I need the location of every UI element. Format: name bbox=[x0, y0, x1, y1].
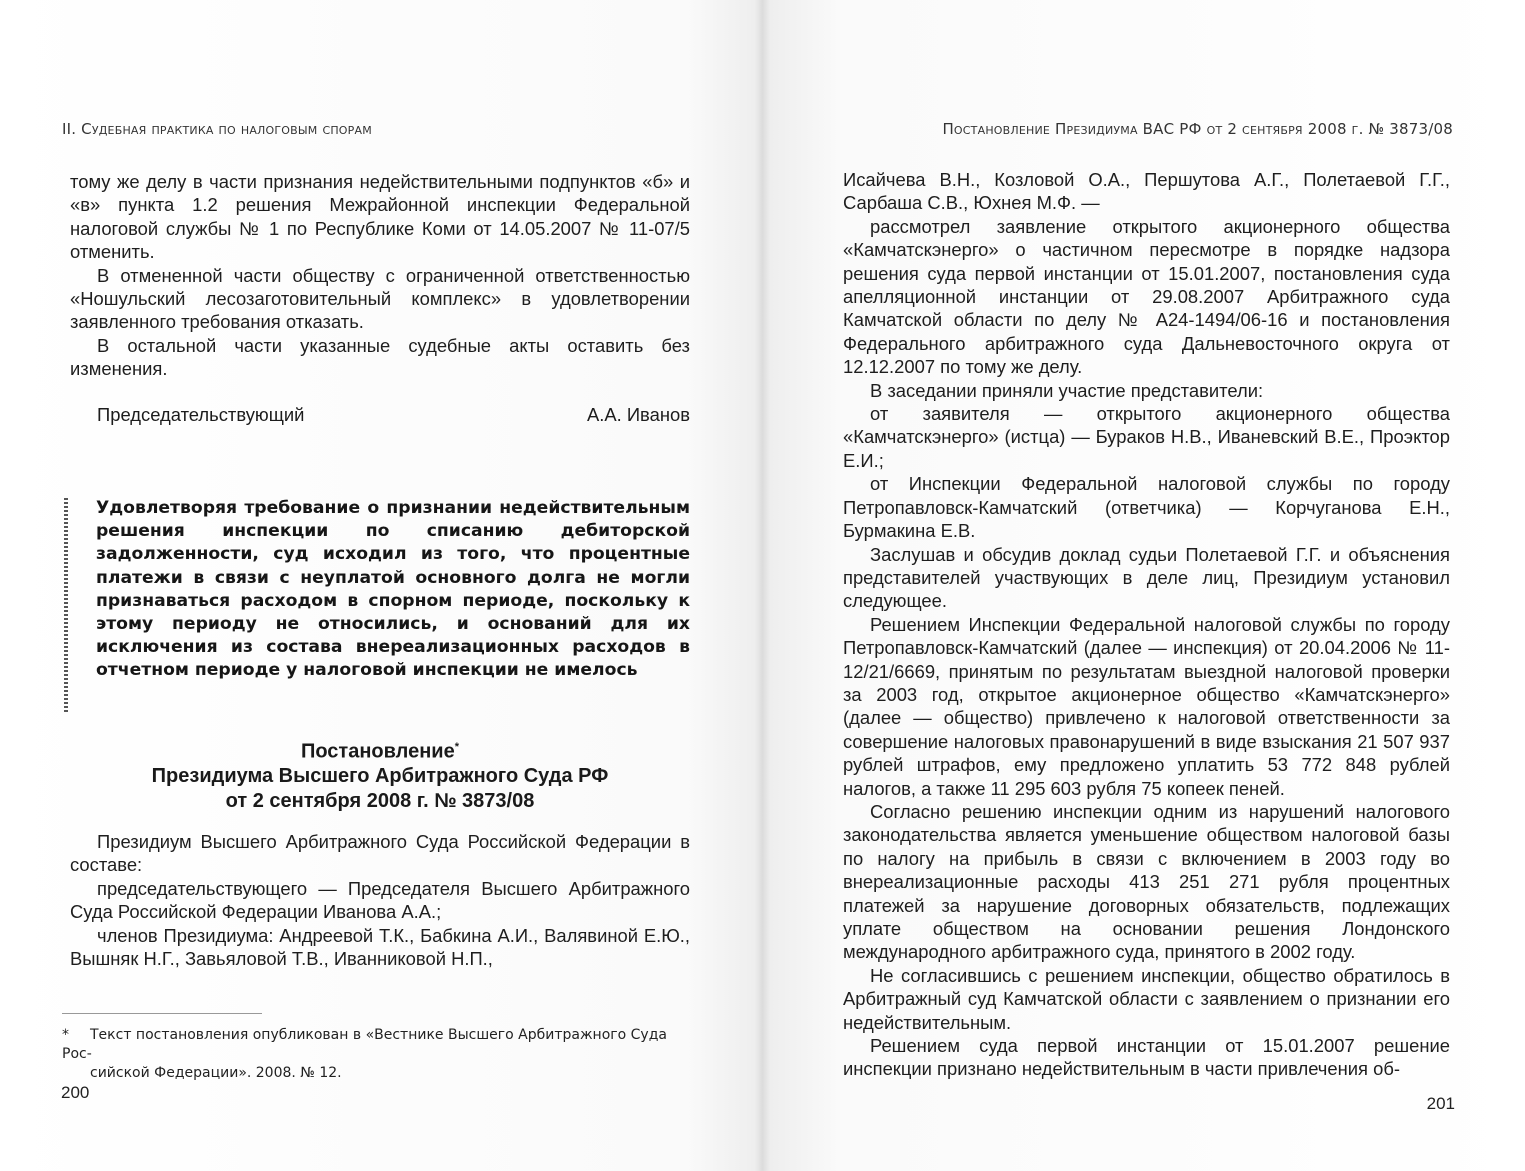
paragraph: Решением суда первой инстанции от 15.01.2007 решение инспекции признано недействительным в части привлечения об- bbox=[843, 1035, 1450, 1080]
title-line-3: от 2 сентября 2008 г. № 3873/08 bbox=[225, 789, 535, 812]
paragraph: председательствующего — Председателя Высшего Арбитражного Суда Российской Федерации Иванова А.А.; bbox=[70, 877, 690, 923]
paragraph: Согласно решению инспекции одним из нарушений налогового законодательства является уменьшение обществом налоговой базы по налогу на прибыль в связи с включением в 2003 году во внереализационные расходы 413 251 271 рубля процентных платежей за нарушение договорных обязательств, подлежащих уплате обществом на основании решения Лондонского международного арбитражного суда, принятого в 2002 году. bbox=[843, 800, 1450, 963]
footnote-mark: * bbox=[62, 1027, 69, 1043]
paragraph: Не согласившись с решением инспекции, общество обратилось в Арбитражный суд Камчатской области с заявлением о признании его недействительным. bbox=[843, 964, 1450, 1033]
page-number-left: 200 bbox=[61, 1083, 90, 1102]
paragraph: Решением Инспекции Федеральной налоговой службы по городу Петропавловск-Камчатский (далее — инспекция) от 20.04.2006 № 11-12/21/6669, принятым по результатам выездной налоговой проверки за 2003 год, открытое акционерное общество «Камчатскэнерго» (далее — общество) привлечено к налоговой ответственности за совершение налоговых правонарушений в виде взыскания 21 507 937 рублей штрафов, ему предложено уплатить 53 772 848 рублей налогов, а также 11 295 603 рубля 75 копеек пеней. bbox=[843, 613, 1450, 799]
paragraph: от Инспекции Федеральной налоговой службы по городу Петропавловск-Камчатский (ответчика) — Корчуганова Е.Н., Бурмакина Е.В. bbox=[843, 473, 1450, 542]
running-head-left: II. Судебная практика по налоговым спорам bbox=[62, 120, 372, 138]
document-title bbox=[70, 735, 690, 813]
paragraph: рассмотрел заявление открытого акционерного общества «Камчатскэнерго» о частичном пересмотре в порядке надзора решения суда первой инстанции от 15.01.2007, постановления суда апелляционной инстанции от 29.08.2007 Арбитражного суда Камчатской области по делу № А24-1494/06-16 и постановления Федерального арбитражного суда Дальневосточного округа от 12.12.2007 по тому же делу. bbox=[843, 215, 1450, 378]
left-page bbox=[0, 0, 762, 1171]
paragraph: В остальной части указанные судебные акты оставить без изменения. bbox=[70, 334, 690, 380]
signature-role: Председательствующий bbox=[97, 404, 305, 425]
running-head-right: Постановление Президиума ВАС РФ от 2 сентября 2008 г. № 3873/08 bbox=[942, 120, 1453, 138]
paragraph: В заседании приняли участие представители: bbox=[870, 379, 1264, 401]
right-body-text bbox=[843, 168, 1450, 1081]
left-bottom-text bbox=[70, 830, 690, 970]
signature-row bbox=[97, 404, 690, 426]
signature-name: А.А. Иванов bbox=[586, 404, 690, 425]
footnote-divider bbox=[62, 1013, 262, 1014]
paragraph: В отмененной части обществу с ограниченной ответственностью «Ношульский лесозаготовительный комплекс» в удовлетворении заявленного требования отказать. bbox=[70, 264, 690, 333]
footnote-text-line-1: Текст постановления опубликован в «Вестнике Высшего Арбитражного Суда Рос- bbox=[62, 1027, 667, 1062]
left-top-text bbox=[70, 170, 690, 381]
paragraph: Президиум Высшего Арбитражного Суда Российской Федерации в составе: bbox=[70, 831, 690, 876]
paragraph: членов Президиума: Андреевой Т.К., Бабкина А.И., Валявиной Е.Ю., Вышняк Н.Г., Завьяловой Т.В., Иванниковой Н.П., bbox=[70, 924, 690, 970]
title-line-2: Президиума Высшего Арбитражного Суда РФ bbox=[151, 765, 609, 788]
footnote bbox=[62, 1026, 690, 1083]
paragraph: тому же делу в части признания недействительными подпунктов «б» и «в» пункта 1.2 решения Межрайонной инспекции Федеральной налоговой службы № 1 по Республике Коми от 14.05.2007 № 11-07/5 отменить. bbox=[70, 171, 690, 263]
paragraph: Заслушав и обсудив доклад судьи Полетаевой Г.Г. и объяснения представителей участвующих в деле лиц, Президиум установил следующее. bbox=[843, 543, 1450, 612]
paragraph: Исайчева В.Н., Козловой О.А., Першутова А.Г., Полетаевой Г.Г., Сарбаша С.В., Юхнея М.Ф. — bbox=[843, 169, 1450, 214]
case-summary: Удовлетворяя требование о признании недействительным решения инспекции по списанию дебиторской задолженности, суд исходил из того, что процентные платежи в связи с неуплатой основного долга не могли признаваться расходом в спорном периоде, поскольку к этому периоду не относились, и оснований для их исключения из состава внереализационных расходов в отчетном периоде у налоговой инспекции не имелось bbox=[96, 498, 690, 681]
footnote-text-line-2: сийской Федерации». 2008. № 12. bbox=[90, 1065, 342, 1081]
page-number-right: 201 bbox=[1426, 1094, 1455, 1113]
paragraph: от заявителя — открытого акционерного общества «Камчатскэнерго» (истца) — Бураков Н.В., Иваневский В.Е., Проэктор Е.И.; bbox=[843, 403, 1450, 471]
summary-sidebar-rule bbox=[64, 498, 68, 712]
title-line-1: Постановление bbox=[300, 740, 455, 763]
title-footnote-mark: * bbox=[454, 741, 460, 753]
